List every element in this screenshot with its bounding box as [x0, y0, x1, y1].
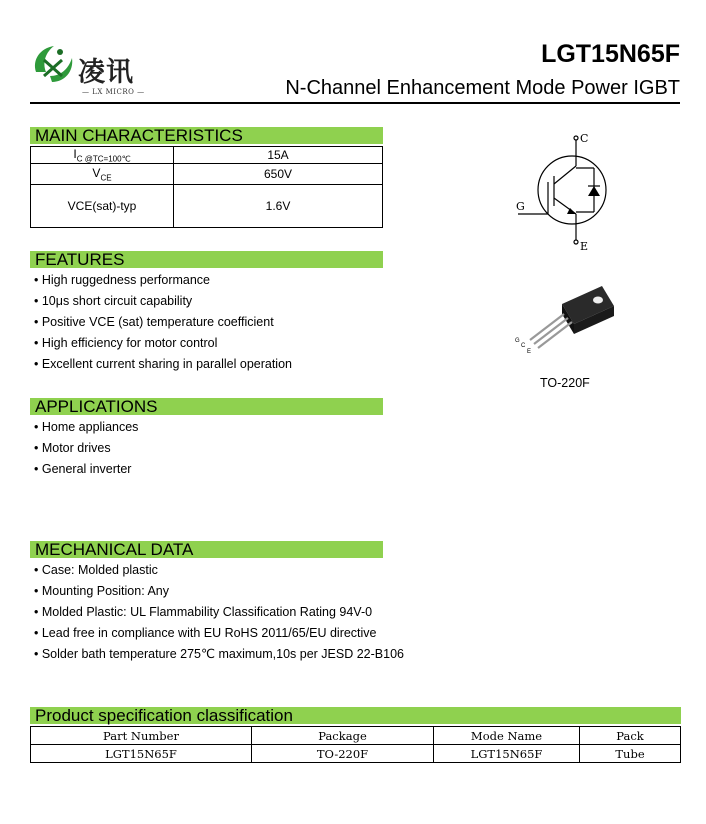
mechanical-data-heading: MECHANICAL DATA: [30, 541, 383, 558]
product-spec-table: [30, 726, 681, 763]
logo-mark-icon: [30, 42, 76, 88]
table-header-row: [31, 727, 681, 745]
list-item: • Excellent current sharing in parallel operation: [34, 357, 292, 371]
company-logo: [30, 42, 160, 98]
emitter-label: E: [580, 240, 589, 253]
list-item: • Mounting Position: Any: [34, 584, 170, 598]
list-item: • General inverter: [34, 462, 132, 476]
list-item: • Case: Molded plastic: [34, 563, 158, 577]
table-row: [31, 745, 681, 763]
column-header: Part Number: [31, 727, 252, 745]
main-characteristics-table: [30, 146, 383, 228]
value-cell: 15A: [174, 147, 383, 164]
table-row: [31, 185, 383, 228]
applications-heading: APPLICATIONS: [30, 398, 383, 415]
list-item: • Home appliances: [34, 420, 139, 434]
column-header: Package: [252, 727, 434, 745]
value-cell: 1.6V: [174, 185, 383, 228]
table-cell: Tube: [580, 745, 681, 763]
page-subtitle: N-Channel Enhancement Mode Power IGBT: [285, 77, 680, 99]
list-item: • High ruggedness performance: [34, 273, 211, 287]
list-item: • Molded Plastic: UL Flammability Classification Rating 94V-0: [34, 605, 373, 619]
column-header: Pack: [580, 727, 681, 745]
table-cell: LGT15N65F: [31, 745, 252, 763]
collector-label: C: [580, 132, 589, 145]
table-row: [31, 147, 383, 164]
table-cell: LGT15N65F: [434, 745, 580, 763]
package-caption: TO-220F: [540, 376, 590, 390]
to220f-package-image: [510, 282, 620, 362]
list-item: • 10μs short circuit capability: [34, 294, 193, 308]
pin-c-label: C: [521, 343, 526, 349]
product-spec-heading: Product specification classification: [30, 707, 681, 724]
list-item: • Positive VCE (sat) temperature coefficient: [34, 315, 274, 329]
gate-label: G: [516, 200, 525, 213]
main-characteristics-heading: MAIN CHARACTERISTICS: [30, 127, 383, 144]
param-cell: $V_{CE}$: [31, 164, 174, 185]
igbt-symbol-icon: [512, 128, 622, 258]
table-row: [31, 164, 383, 185]
pin-e-label: E: [527, 349, 532, 355]
pin-g-label: G: [515, 338, 520, 344]
features-list: [34, 270, 292, 375]
applications-list: [34, 417, 138, 480]
page-title: LGT15N65F: [541, 40, 680, 68]
param-cell: VCE(sat)-typ: [31, 185, 174, 228]
logo-english-text: — LX MICRO —: [82, 88, 145, 96]
column-header: Mode Name: [434, 727, 580, 745]
logo-chinese-text: 凌讯: [78, 57, 134, 88]
header-divider: [30, 102, 680, 104]
list-item: • Motor drives: [34, 441, 111, 455]
mechanical-data-list: [34, 560, 404, 665]
param-cell: $I_{C @TC=100℃}$: [31, 147, 174, 164]
list-item: • Lead free in compliance with EU RoHS 2011/65/EU directive: [34, 626, 377, 640]
value-cell: 650V: [174, 164, 383, 185]
features-heading: FEATURES: [30, 251, 383, 268]
table-cell: TO-220F: [252, 745, 434, 763]
list-item: • Solder bath temperature 275℃ maximum,10s per JESD 22-B106: [34, 647, 404, 661]
list-item: • High efficiency for motor control: [34, 336, 218, 350]
